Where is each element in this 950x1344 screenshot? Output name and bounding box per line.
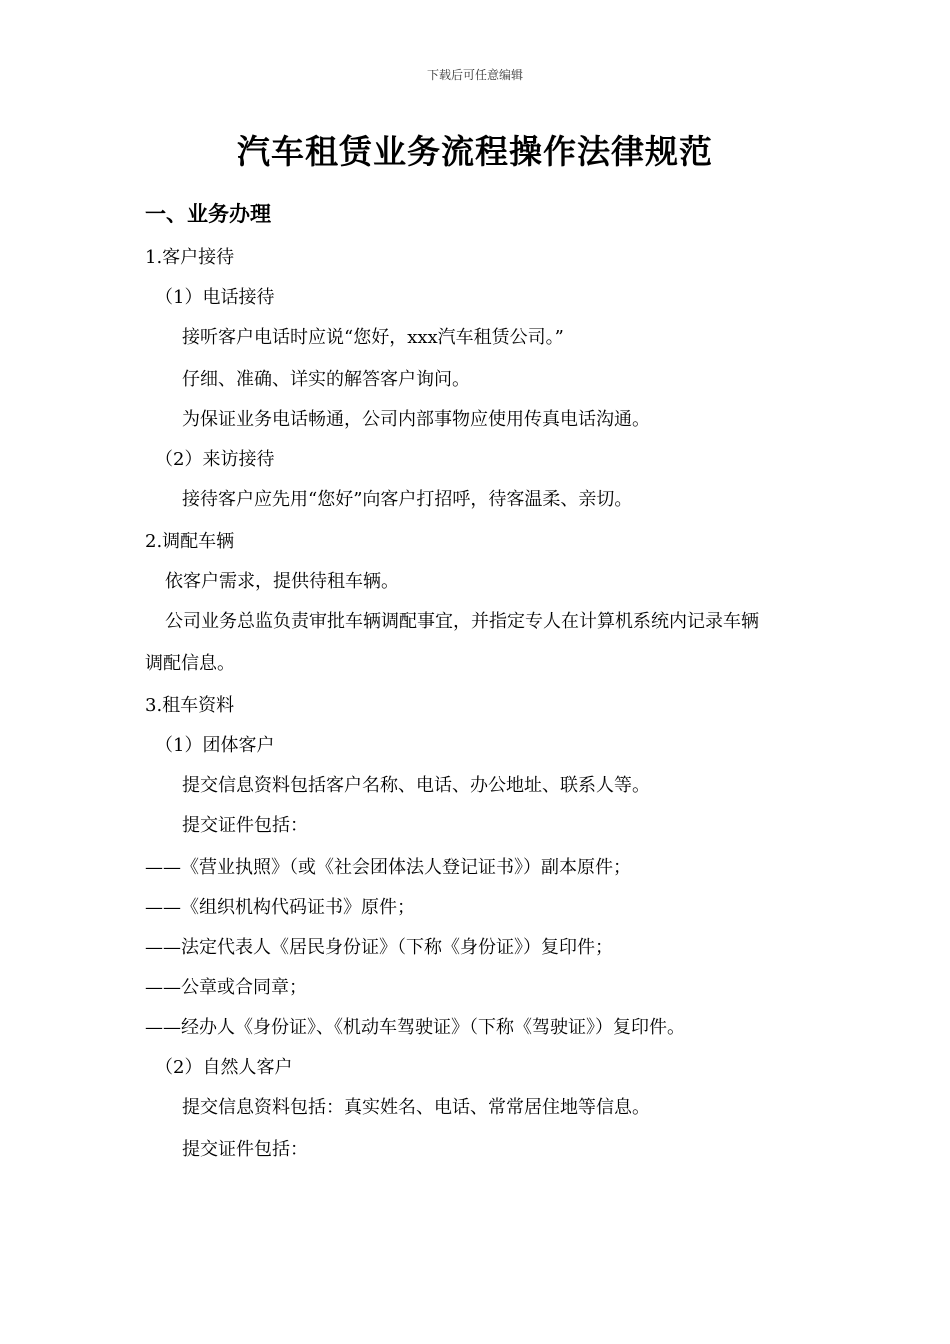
header-note: 下载后可任意编辑	[426, 68, 523, 82]
paragraph: 接待客户应先用“您好”向客户打招呼，待客温柔、亲切。	[182, 489, 633, 510]
subsection-heading: 1.客户接待	[145, 247, 235, 268]
paragraph: 依客户需求，提供待租车辆。	[165, 571, 399, 592]
paragraph: 为保证业务电话畅通，公司内部事物应使用传真电话沟通。	[182, 409, 650, 430]
subsection-heading: 2.调配车辆	[145, 531, 235, 552]
paragraph: 提交信息资料包括：真实姓名、电话、常常居住地等信息。	[182, 1097, 650, 1118]
list-item: ——《营业执照》（或《社会团体法人登记证书》）副本原件；	[145, 857, 631, 878]
list-item: ——法定代表人《居民身份证》（下称《身份证》）复印件；	[145, 937, 613, 958]
paragraph: 提交证件包括：	[182, 1139, 308, 1160]
paragraph: 接听客户电话时应说“您好，xxx汽车租赁公司。”	[182, 327, 564, 348]
item-heading: （1）电话接待	[155, 287, 275, 308]
subsection-heading: 3.租车资料	[145, 695, 235, 716]
list-item: ——《组织机构代码证书》原件；	[145, 897, 415, 918]
document-title: 汽车租赁业务流程操作法律规范	[237, 132, 713, 171]
list-item: ——公章或合同章；	[145, 977, 307, 998]
paragraph: 公司业务总监负责审批车辆调配事宜，并指定专人在计算机系统内记录车辆	[165, 611, 759, 632]
paragraph-continuation: 调配信息。	[145, 653, 235, 674]
item-heading: （1）团体客户	[155, 735, 275, 756]
item-heading: （2）自然人客户	[155, 1057, 293, 1078]
item-heading: （2）来访接待	[155, 449, 275, 470]
paragraph: 仔细、准确、详实的解答客户询问。	[182, 369, 470, 390]
list-item: ——经办人《身份证》、《机动车驾驶证》（下称《驾驶证》）复印件。	[145, 1017, 685, 1038]
paragraph: 提交证件包括：	[182, 815, 308, 836]
paragraph: 提交信息资料包括客户名称、电话、办公地址、联系人等。	[182, 775, 650, 796]
section-heading: 一、业务办理	[145, 201, 271, 226]
